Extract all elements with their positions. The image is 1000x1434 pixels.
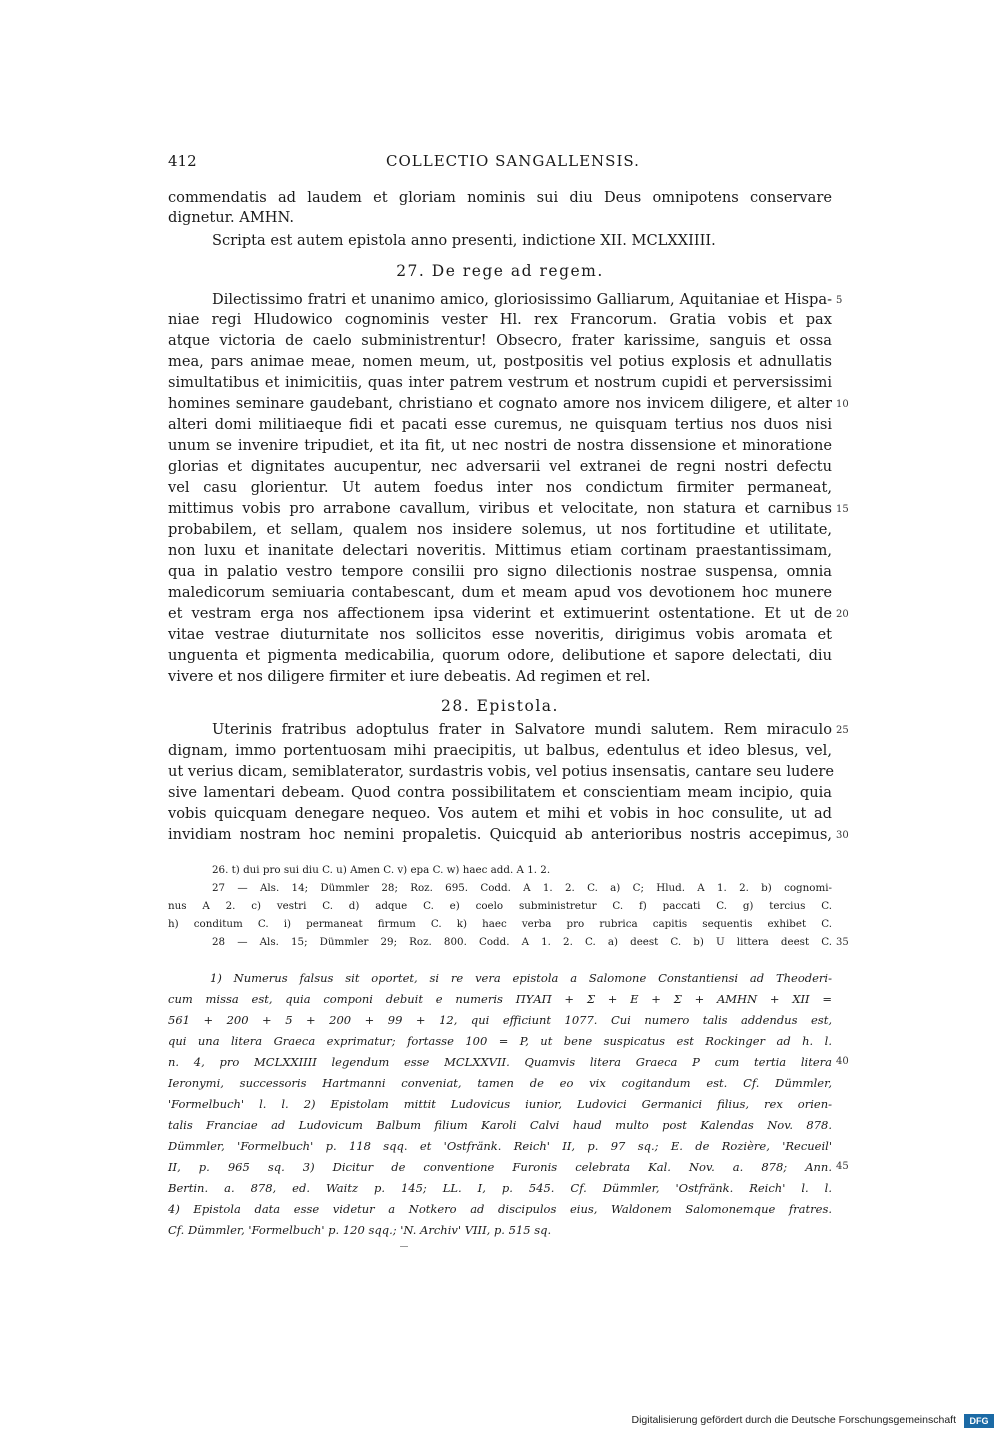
section-title-27: 27. De rege ad regem. — [396, 262, 604, 280]
margin-line-number: 30 — [836, 830, 849, 841]
footnote-line: Cf. Dümmler, 'Formelbuch' p. 120 sqq.; 'N. Archiv' VIII, p. 515 sq. — [168, 1223, 552, 1237]
body-line: vivere et nos diligere firmiter et iure debeatis. Ad regimen et rel. — [168, 668, 651, 685]
body-line: et vestram erga nos affectionem ipsa viderint et extimuerint ostentatione. Et ut de — [168, 605, 832, 622]
body-line: atque victoria de caelo subministrentur! Obsecro, frater karissime, sanguis et ossa — [168, 332, 832, 349]
apparatus-line: nus A 2. c) vestri C. d) adque C. e) coelo subministretur C. f) paccati C. g) tercius C. — [168, 900, 832, 912]
apparatus-line: 27 — Als. 14; Dümmler 28; Roz. 695. Codd. A 1. 2. C. a) C; Hlud. A 1. 2. b) cognomi- — [212, 882, 832, 894]
footnote-line: qui una litera Graeca exprimatur; fortasse 100 = P, ut bene suspicatus est Rockinger ad h. l. — [168, 1034, 832, 1048]
body-line: qua in palatio vestro tempore consilii pro signo dilectionis nostrae suspensa, omnia — [168, 563, 832, 580]
apparatus-line: 28 — Als. 15; Dümmler 29; Roz. 800. Codd. A 1. 2. C. a) deest C. b) U littera deest C. — [212, 936, 832, 948]
body-line: non luxu et inanitate delectari noveritis. Mittimus etiam cortinam praestantissimam, — [168, 542, 832, 559]
footnote-line: 'Formelbuch' l. l. 2) Epistolam mittit Ludovicus iunior, Ludovici Germanici filius, rex orien- — [168, 1097, 832, 1111]
body-line: vitae vestrae diuturnitate nos sollicitos esse noveritis, dirigimus vobis aromata et — [168, 626, 832, 643]
body-line: maledicorum semiuaria contabescant, dum et meam apud vos devotionem hoc munere — [168, 584, 832, 601]
footnote-line: cum missa est, quia componi debuit e numeris ΠΥΑΠ + Σ + Ε + Σ + ΑΜΗΝ + ΧΙΙ = — [168, 992, 832, 1006]
body-line: ut verius dicam, semiblaterator, surdastris vobis, vel potius insensatis, cantare seu ludere — [168, 763, 834, 780]
footnote-line: 561 + 200 + 5 + 200 + 99 + 12, qui efficiunt 1077. Cui numero talis addendus est, — [168, 1013, 832, 1027]
margin-line-number: 45 — [836, 1161, 849, 1172]
footnote-line: n. 4, pro MCLXXIIII legendum esse MCLXXVII. Quamvis litera Graeca P cum tertia litera — [168, 1055, 832, 1069]
margin-line-number: 25 — [836, 725, 849, 736]
body-line: invidiam nostram hoc nemini propaletis. Quicquid ab anterioribus nostris accepimus, — [168, 826, 832, 843]
body-line: alteri domi militiaeque fidi et pacati esse curemus, ne quisquam tertius nos duos nisi — [168, 416, 832, 433]
body-line: vobis quicquam denegare nequeo. Vos autem et mihi et vobis in hoc consulite, ut ad — [168, 805, 832, 822]
body-line: commendatis ad laudem et gloriam nominis sui diu Deus omnipotens conservare — [168, 189, 832, 206]
body-line: niae regi Hludowico cognominis vester Hl. rex Francorum. Gratia vobis et pax — [168, 311, 832, 328]
section-title-28: 28. Epistola. — [441, 697, 559, 715]
apparatus-line: 26. t) dui pro sui diu C. u) Amen C. v) epa C. w) haec add. A 1. 2. — [212, 864, 551, 876]
body-line: Scripta est autem epistola anno presenti, indictione XII. MCLXXIIII. — [212, 232, 716, 249]
footnote-line: 1) Numerus falsus sit oportet, si re vera epistola a Salomone Constantiensi ad Theoderi- — [210, 971, 832, 985]
body-line: unguenta et pigmenta medicabilia, quorum odore, delibutione et sapore delectati, diu — [168, 647, 832, 664]
footnote-line: Ieronymi, successoris Hartmanni conveniat, tamen de eo vix cogitandum est. Cf. Dümmler, — [168, 1076, 832, 1090]
body-line: probabilem, et sellam, qualem nos insidere solemus, ut nos fortitudine et utilitate, — [168, 521, 832, 538]
divider — [400, 1246, 408, 1247]
margin-line-number: 40 — [836, 1056, 849, 1067]
body-line: mea, pars animae meae, nomen meum, ut, postpositis vel potius explosis et adnullatis — [168, 353, 832, 370]
margin-line-number: 5 — [836, 295, 843, 306]
page-number: 412 — [168, 152, 197, 170]
margin-line-number: 10 — [836, 399, 849, 410]
margin-line-number: 35 — [836, 937, 849, 948]
body-line: homines seminare gaudebant, christiano et cognato amore nos invicem diligere, et alter — [168, 395, 832, 412]
body-line: glorias et dignitates aucupentur, nec adversarii vel extranei de regni nostri defectu — [168, 458, 832, 475]
body-line: unum se invenire tripudiet, et ita fit, ut nec nostri de nostra dissensione et minoratione — [168, 437, 832, 454]
body-line: Dilectissimo fratri et unanimo amico, gloriosissimo Galliarum, Aquitaniae et Hispa- — [212, 291, 832, 308]
body-line: mittimus vobis pro arrabone cavallum, viribus et velocitate, non statura et carnibus — [168, 500, 832, 517]
footnote-line: II, p. 965 sq. 3) Dicitur de conventione Furonis celebrata Kal. Nov. a. 878; Ann. — [168, 1160, 832, 1174]
apparatus-line: h) conditum C. i) permaneat firmum C. k) haec verba pro rubrica capitis sequentis exhibet C. — [168, 918, 832, 930]
footnote-line: 4) Epistola data esse videtur a Notkero ad discipulos eius, Waldonem Salomonemque fratres. — [168, 1202, 832, 1216]
footnote-line: talis Franciae ad Ludovicum Balbum filium Karoli Calvi haud multo post Kalendas Nov. 878. — [168, 1118, 832, 1132]
body-line: Uterinis fratribus adoptulus frater in Salvatore mundi salutem. Rem miraculo — [212, 721, 832, 738]
footnote-line: Dümmler, 'Formelbuch' p. 118 sqq. et 'Ostfränk. Reich' II, p. 97 sq.; E. de Rozière, 'Recueil' — [168, 1139, 832, 1153]
footnote-line: Bertin. a. 878, ed. Waitz p. 145; LL. I, p. 545. Cf. Dümmler, 'Ostfränk. Reich' l. l. — [168, 1181, 832, 1195]
body-line: vel casu glorientur. Ut autem foedus inter nos condictum firmiter permaneat, — [168, 479, 832, 496]
body-line: dignetur. AMHN. — [168, 209, 294, 226]
body-line: simultatibus et inimicitiis, quas inter patrem vestrum et nostrum cupidi et perversissimi — [168, 374, 832, 391]
running-title: COLLECTIO SANGALLENSIS. — [386, 152, 640, 170]
body-line: sive lamentari debeam. Quod contra possibilitatem et conscientiam meam incipio, quia — [168, 784, 832, 801]
body-line: dignam, immo portentuosam mihi praecipitis, ut balbus, edentulus et ideo blesus, vel, — [168, 742, 832, 759]
dfg-logo: DFG — [964, 1414, 994, 1428]
digitization-credit: Digitalisierung gefördert durch die Deutsche Forschungsgemeinschaft — [631, 1414, 956, 1426]
margin-line-number: 20 — [836, 609, 849, 620]
margin-line-number: 15 — [836, 504, 849, 515]
